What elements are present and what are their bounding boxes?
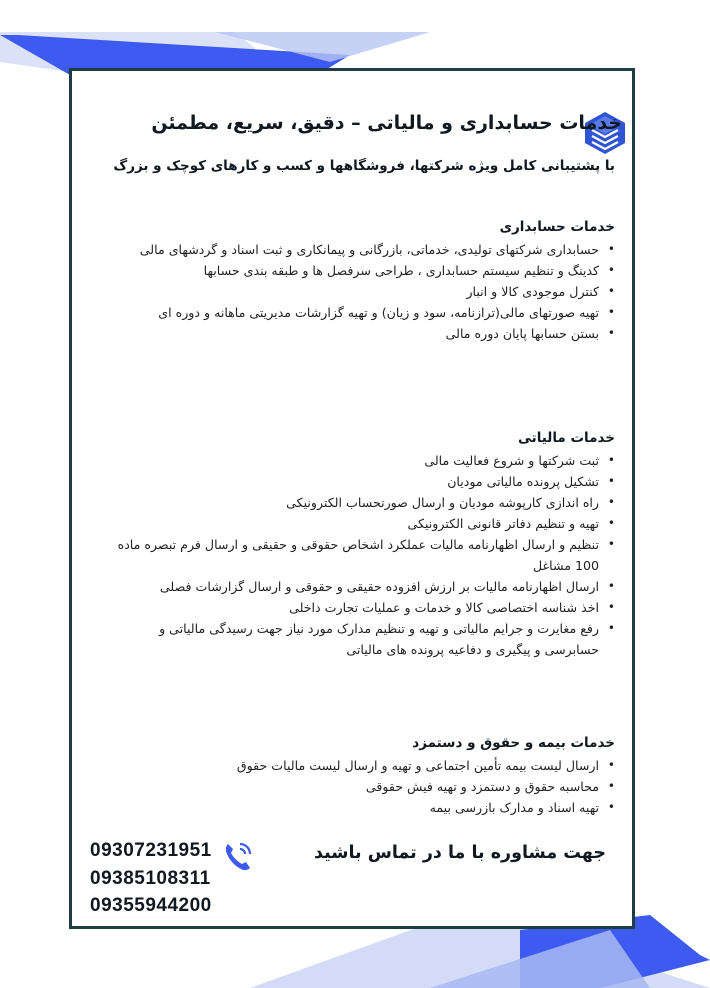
list-item: • بستن حسابها پایان دوره مالی	[445, 326, 615, 341]
phone-icon	[220, 838, 256, 874]
list-item: • حسابداری شرکتهای تولیدی، خدماتی، بازرگانی و پیمانکاری و ثبت اسناد و گردشهای مالی	[139, 242, 615, 257]
phone-list	[90, 837, 212, 920]
phone-number[interactable]: 09385108311	[90, 867, 211, 889]
list-item: • کنترل موجودی کالا و انبار	[466, 284, 615, 299]
list-item: • ثبت شرکتها و شروع فعالیت مالی	[424, 453, 615, 468]
list-item: • تنظیم و ارسال اظهارنامه مالیات عملکرد اشخاص حقوقی و حقیقی و ارسال فرم تبصره ماده 100 مشاغل	[117, 537, 615, 573]
contact-cta: جهت مشاوره با ما در تماس باشید	[314, 843, 606, 863]
list-item: • تهیه صورتهای مالی(ترازنامه، سود و زیان) و تهیه گزارشات مدیریتی ماهانه و دوره ای	[158, 305, 615, 320]
accounting-section	[115, 219, 615, 344]
page-subtitle: با پشتیبانی کامل ویژه شرکتها، فروشگاهها و کسب و کارهای کوچک و بزرگ	[113, 158, 615, 174]
list-item: • راه اندازی کارپوشه مودیان و ارسال صورتحساب الکترونیکی	[286, 495, 615, 510]
tax-section	[115, 430, 615, 660]
list-item: • ارسال اظهارنامه مالیات بر ارزش افزوده حقیقی و حقوقی و ارسال گزارشات فصلی	[159, 579, 615, 594]
list-item: • تشکیل پرونده مالیاتی مودیان	[447, 474, 615, 489]
insurance-title: خدمات بیمه و حقوق و دستمزد	[412, 735, 615, 751]
list-item: • تهیه اسناد و مدارک بازرسی بیمه	[429, 800, 615, 815]
list-item: • رفع مغایرت و جرایم مالیاتی و تهیه و تنظیم مدارک مورد نیاز جهت رسیدگی مالیاتی و حسابرسی و پیگیری و دفاعیه پرونده های مالیاتی	[159, 621, 615, 657]
page-title: خدمات حسابداری و مالیاتی – دقیق، سریع، مطمئن	[151, 112, 622, 134]
phone-number[interactable]: 09307231951	[90, 840, 212, 861]
accounting-title: خدمات حسابداری	[499, 219, 615, 235]
list-item: • تهیه و تنظیم دفاتر قانونی الکترونیکی	[407, 516, 615, 531]
phone-number[interactable]: 09355944200	[90, 895, 212, 916]
list-item: • محاسبه حقوق و دستمزد و تهیه فیش حقوقی	[365, 779, 615, 794]
tax-title: خدمات مالیاتی	[517, 430, 615, 446]
list-item: • اخذ شناسه اختصاصی کالا و خدمات و عملیات تجارت داخلی	[289, 600, 615, 615]
list-item: • کدینگ و تنظیم سیستم حسابداری ، طراحی سرفصل ها و طبقه بندی حسابها	[203, 263, 615, 278]
insurance-section	[115, 735, 615, 818]
list-item: • ارسال لیست بیمه تأمین اجتماعی و تهیه و ارسال لیست مالیات حقوق	[236, 758, 615, 773]
